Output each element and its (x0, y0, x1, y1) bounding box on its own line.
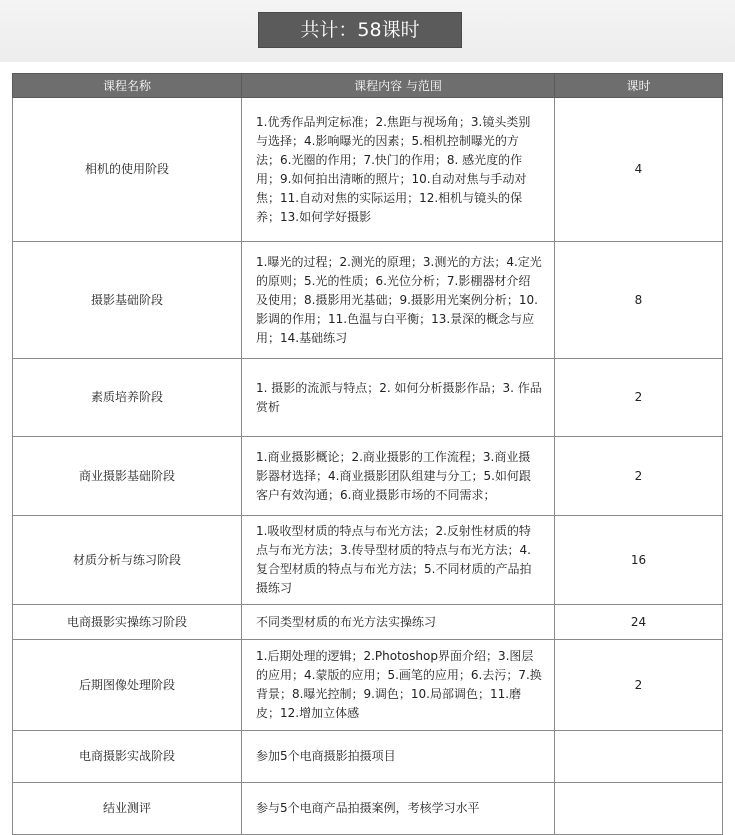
course-name: 素质培养阶段 (13, 359, 242, 437)
course-content: 1.曝光的过程；2.测光的原理；3.测光的方法；4.定光的原则；5.光的性质；6.光位分析；7.影棚器材介绍及使用；8.摄影用光基础；9.摄影用光案例分析；10.影调的作用；11.色温与白平衡；13.景深的概念与应用；14.基础练习 (242, 242, 555, 359)
course-name: 摄影基础阶段 (13, 242, 242, 359)
header-hours: 课时 (555, 74, 723, 98)
course-hours: 4 (555, 98, 723, 242)
table-row (13, 605, 723, 640)
total-hours-banner: 共计：58课时 (258, 12, 462, 48)
course-name: 后期图像处理阶段 (13, 640, 242, 731)
table-row (13, 640, 723, 731)
course-content: 1.商业摄影概论；2.商业摄影的工作流程；3.商业摄影器材选择；4.商业摄影团队组建与分工；5.如何跟客户有效沟通；6.商业摄影市场的不同需求； (242, 437, 555, 516)
course-name: 电商摄影实战阶段 (13, 731, 242, 783)
course-name: 商业摄影基础阶段 (13, 437, 242, 516)
table-row (13, 731, 723, 783)
course-name: 结业测评 (13, 783, 242, 835)
table-row (13, 359, 723, 437)
table-row (13, 98, 723, 242)
table-row (13, 783, 723, 835)
course-hours: 2 (555, 437, 723, 516)
header-course-content: 课程内容 与范围 (242, 74, 555, 98)
course-content: 1. 摄影的流派与特点；2. 如何分析摄影作品；3. 作品赏析 (242, 359, 555, 437)
course-content: 1.吸收型材质的特点与布光方法；2.反射性材质的特点与布光方法；3.传导型材质的特点与布光方法；4.复合型材质的特点与布光方法；5.不同材质的产品拍摄练习 (242, 516, 555, 605)
table-row (13, 516, 723, 605)
course-hours: 2 (555, 640, 723, 731)
course-name: 电商摄影实操练习阶段 (13, 605, 242, 640)
course-content: 参加5个电商摄影拍摄项目 (242, 731, 555, 783)
table-row (13, 437, 723, 516)
course-hours: 16 (555, 516, 723, 605)
course-content: 1.后期处理的逻辑；2.Photoshop界面介绍；3.图层的应用；4.蒙版的应用；5.画笔的应用；6.去污；7.换背景；8.曝光控制；9.调色；10.局部调色；11.磨皮；12.增加立体感 (242, 640, 555, 731)
course-hours: 8 (555, 242, 723, 359)
course-name: 相机的使用阶段 (13, 98, 242, 242)
course-content: 不同类型材质的布光方法实操练习 (242, 605, 555, 640)
course-table (12, 73, 723, 835)
course-hours (555, 731, 723, 783)
course-content: 1.优秀作品判定标准；2.焦距与视场角；3.镜头类别与选择；4.影响曝光的因素；5.相机控制曝光的方法；6.光圈的作用；7.快门的作用；8. 感光度的作用；9.如何拍出清晰的照片；10.自动对焦与手动对焦；11.自动对焦的实际运用；12.相机与镜头的保养；13.如何学好摄影 (242, 98, 555, 242)
course-hours (555, 783, 723, 835)
header-course-name: 课程名称 (13, 74, 242, 98)
table-header-row (13, 74, 723, 98)
course-hours: 24 (555, 605, 723, 640)
table-row (13, 242, 723, 359)
course-hours: 2 (555, 359, 723, 437)
course-name: 材质分析与练习阶段 (13, 516, 242, 605)
course-content: 参与5个电商产品拍摄案例，考核学习水平 (242, 783, 555, 835)
